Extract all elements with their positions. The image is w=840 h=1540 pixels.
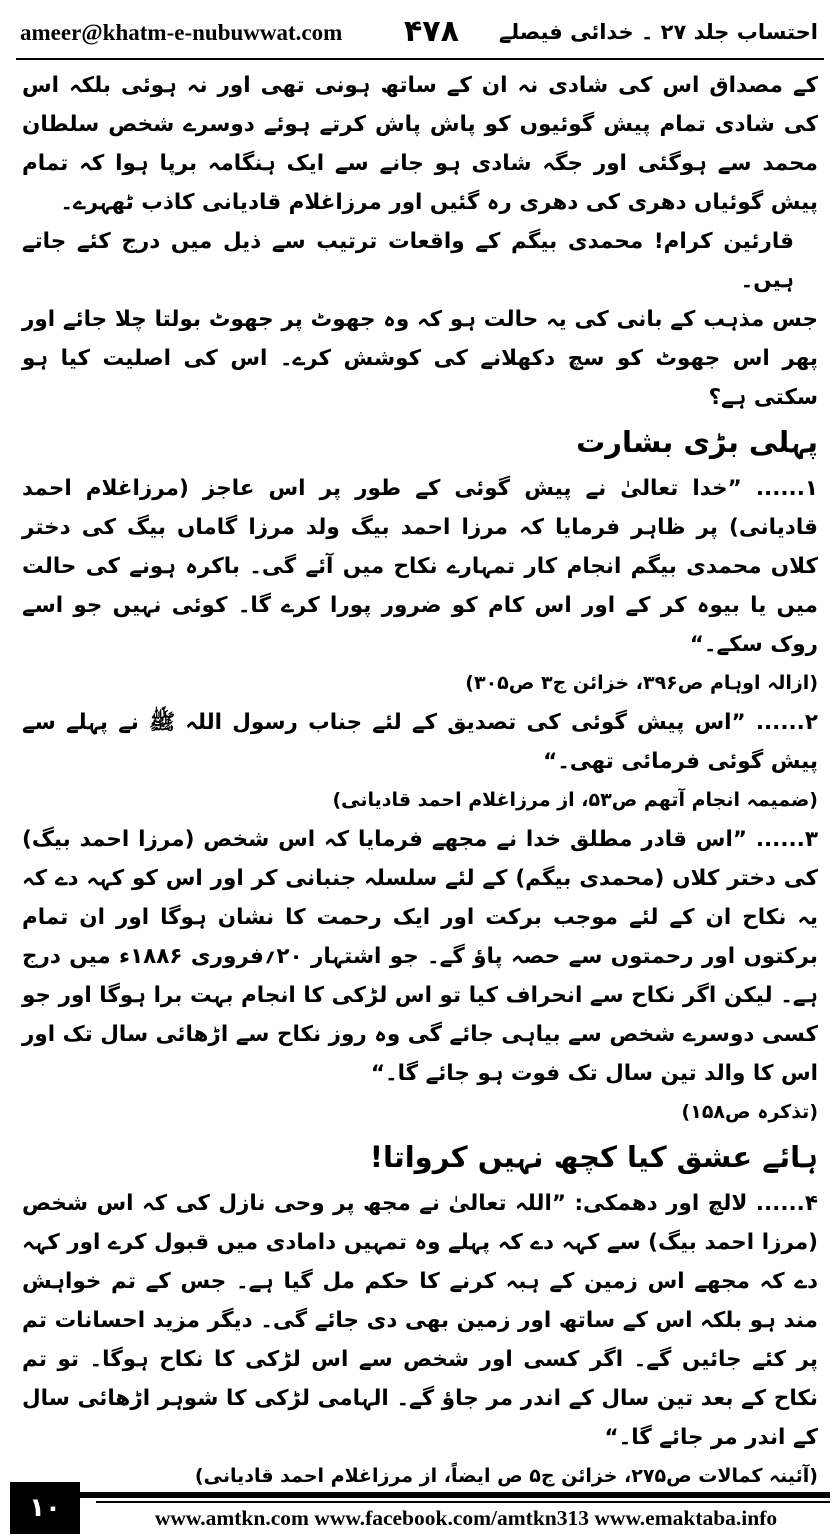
citation-row: [22, 664, 818, 703]
list-item: [22, 820, 818, 1093]
citation-row: [22, 1093, 818, 1132]
footer-rule-thin: [96, 1501, 830, 1503]
book-title: احتساب جلد ۲۷ ۔ خدائی فیصلے: [498, 20, 818, 44]
list-item: [22, 469, 818, 664]
item-number: ۲......: [755, 710, 818, 735]
list-item: [22, 1184, 818, 1457]
item-quote: لالچ اور دھمکی: ”اللہ تعالیٰ نے مجھ پر وحی نازل کی کہ اس شخص (مرزا احمد بیگ) سے کہہ دے کہ پہلے وہ تمہیں دامادی میں قبول کرے اور کہہ دے کہ مجھے اس زمین کے ہبہ کرنے کا حکم مل گیا ہے۔ جس کے تم خواہش مند ہو بلکہ اس کے ساتھ اور زمین بھی دی جائے گی۔ دیگر مزید احسانات تم پر کئے جائیں گے۔ اگر کسی اور شخص سے اس لڑکی کا نکاح ہوگا۔ تو تم نکاح کے بعد تین سال کے اندر مر جاؤ گے۔ الہامی لڑکی کا شوہر اڑھائی سال کے اندر مر جائے گا۔“: [22, 1191, 818, 1450]
page-number: ۴۷۸: [404, 14, 459, 49]
footer-rule-thick: [10, 1492, 830, 1498]
header-rule: [16, 58, 824, 60]
item-number: ۱......: [755, 476, 818, 501]
intro-paragraph: کے مصداق اس کی شادی نہ ان کے ساتھ ہونی تھی اور نہ ہوئی بلکہ اس کی شادی تمام پیش گوئیوں کو پاش پاش کرتے ہوئے دوسرے شخص سلطان محمد سے ہوگئی اور جگہ شادی ہو جانے سے ایک ہنگامہ برپا ہوا کہ تمام پیش گوئیاں دھری کی دھری رہ گئیں اور مرزاغلام قادیانی کاذب ٹھہرے۔: [22, 73, 818, 215]
citation: (تذکرہ ص۱۵۸): [681, 1101, 818, 1123]
citation: (آئینہ کمالات ص۲۷۵، خزائن ج۵ ص ایضاً، از مرزاغلام احمد قادیانی): [194, 1465, 818, 1487]
section-heading-love: ہائے عشق کیا کچھ نہیں کرواتا!: [369, 1140, 818, 1174]
list-item: [22, 703, 818, 781]
header-email[interactable]: ameer@khatm-e-nubuwwat.com: [20, 20, 343, 45]
footer-links[interactable]: www.amtkn.com www.facebook.com/amtkn313 www.emaktaba.info: [154, 1506, 778, 1530]
intro-paragraph: جس مذہب کے بانی کی یہ حالت ہو کہ وہ جھوٹ پر جھوٹ بولتا چلا جائے اور پھر اس جھوٹ کو سچ دکھلانے کی کوشش کرے۔ اس کی اصلیت کیا ہو سکتی ہے؟: [22, 307, 818, 410]
page-content: [22, 66, 818, 1496]
item-quote: ”اس قادر مطلق خدا نے مجھے فرمایا کہ اس شخص (مرزا احمد بیگ) کی دختر کلاں (محمدی بیگم) کے لئے سلسلہ جنبانی کر اور اس کو کہہ دے کہ یہ نکاح ان کے لئے موجب برکت اور ایک رحمت کا نشان ہوگا اور ان تمام برکتوں اور رحمتوں سے حصہ پاؤ گے۔ جو اشتہار ۲۰؍فروری ۱۸۸۶ء میں درج ہے۔ لیکن اگر نکاح سے انحراف کیا تو اس لڑکی کا انجام بہت برا ہوگا اور جو کسی دوسرے شخص سے بیاہی جائے گی وہ روز نکاح سے اڑھائی سال تک اور اس کا والد تین سال تک فوت ہو جائے گا۔“: [22, 827, 819, 1086]
page-footer: [10, 1492, 830, 1536]
section-heading-first-glad-tidings: پہلی بڑی بشارت: [576, 425, 818, 459]
item-quote: ”خدا تعالیٰ نے پیش گوئی کے طور پر اس عاجز (مرزاغلام احمد قادیانی) پر ظاہر فرمایا کہ مرزا احمد بیگ ولد مرزا گاماں بیگ کی دختر کلاں محمدی بیگم انجام کار تمہارے نکاح میں آئے گی۔ باکرہ ہونے کی حالت میں یا بیوہ کر کے اور اس کام کو ضرور پورا کرے گا۔ کوئی نہیں جو اسے روک سکے۔“: [22, 476, 818, 657]
item-number: ۴......: [755, 1191, 818, 1216]
item-quote: ”اس پیش گوئی کی تصدیق کے لئے جناب رسول اللہ ﷺ نے پہلے سے پیش گوئی فرمائی تھی۔“: [22, 710, 818, 774]
citation: (ضمیمہ انجام آتھم ص۵۳، از مرزاغلام احمد قادیانی): [332, 789, 818, 811]
citation-row: [22, 1457, 818, 1496]
intro-paragraph: قارئین کرام! محمدی بیگم کے واقعات ترتیب سے ذیل میں درج کئے جاتے ہیں۔: [22, 229, 794, 293]
page-header: [16, 10, 824, 54]
item-number: ۳......: [755, 827, 818, 852]
folio-box: ۱۰: [10, 1482, 80, 1534]
citation-row: [22, 781, 818, 820]
citation: (ازالہ اوہام ص۳۹۶، خزائن ج۳ ص۳۰۵): [465, 672, 818, 694]
